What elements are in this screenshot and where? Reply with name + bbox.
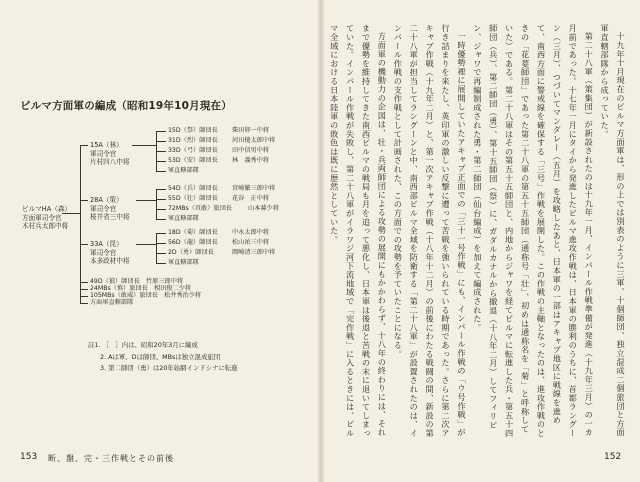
army-name: 33A（昆） <box>90 240 123 248</box>
paragraph: 一時優勢裡に展開していたアキャブ正面での「三十一号作戦」にも、インパール作戦の「ウ号作戦」が行き詰まりを来たし、英印軍の激しい反撃に遭って苦戦を強いられている時期であった。さらに第二次アキャブ作戦（十九年二月）と、第一次アキャブ作戦（十八年十二月）の前後にわたる戦闘の間、新設の第二十八軍が担当してラングーンと中、南西部ビルマ全域を防衛する「第二十八軍」が設置されたのは、インパール作戦の支作戦として計画された、この方面での攻勢を予ていたことになる。 <box>393 24 467 438</box>
branch-28a <box>80 200 88 201</box>
tick <box>156 141 166 142</box>
unit-row <box>168 215 199 223</box>
page-number-left: 153 <box>20 452 38 462</box>
unit-commander: 柴田卯一中将 <box>232 127 270 134</box>
unit-label: 2D（勇）師団長 <box>168 249 214 256</box>
unit-label: 72MBs（頁敢）旅団長 <box>168 205 232 212</box>
direct-unit: 105MBs（敢威）旅団長 松井秀治少将 <box>90 292 202 299</box>
unit-row <box>168 259 199 267</box>
tick <box>80 296 88 297</box>
army-28a-connector <box>136 200 156 201</box>
direct-unit: 24MBs（慎）旅団長 相田俊二少将 <box>90 285 192 292</box>
paragraph: 第二十八軍（策集団）が新設されたのは十九年一月、インパール作戦準備が発進（十九年三月）の一カ月前であった。十七年一月にタイから発進したビルマ進攻作戦は、日本軍の勝利のうちに、首都ラングーン（三月）、つづいてマンダレー（五月）を攻略したあと、日本軍の一部はアキャブ地区に戦線を進めて、南西方面に警戒線を確保する「三号」作戦を展開した。この作戦の主軸となったのは、進攻作戦のときの「花菱師団」であった第二十八軍の第五十五師団（通称号「壮」、初めは通称名を「菊」と呼称していた）である。第二十八軍はその第五十五師団と、内地からジャワを経てビルマに転進した兵・第五十四師団（兵）、第二師団（勇）、第十五師団（祭）に、ガダルカナルから撤退（十八年二月）してフィリピン、ジャワで再編制成された勇・第二師団（仙台編成）を加えて編成された。 <box>472 24 595 438</box>
unit-label: 31D（烈）師団長 <box>168 137 218 144</box>
paragraph: 十九年十月現在のビルマ方面軍は、形の上では別表のように三軍、十個師団、独立混成二個旅団と方面軍直轄部隊から成っていた。 <box>600 24 626 437</box>
tick <box>156 131 166 132</box>
unit-label: 55D（壮）師団長 <box>168 195 218 202</box>
army-33a-bracket <box>156 233 157 263</box>
tick <box>156 199 166 200</box>
unit-label: 軍直轄部隊 <box>168 167 199 174</box>
tick <box>156 243 166 244</box>
army-title: 軍司令官 <box>90 149 117 158</box>
army-name: 28A（策） <box>90 196 123 204</box>
tick <box>156 151 166 152</box>
unit-label: 軍直轄部隊 <box>168 259 199 266</box>
unit-row <box>168 205 279 213</box>
root-title: 方面軍司令官 <box>22 213 62 222</box>
unit-commander: 山本募少将 <box>248 205 279 212</box>
direct-unit: 49D（狼）師団長 竹原三郎中将 <box>90 278 184 285</box>
unit-row <box>168 147 270 155</box>
unit-label: 軍直轄部隊 <box>168 215 199 222</box>
tick <box>156 263 166 264</box>
army-33a-connector <box>136 244 156 245</box>
unit-row <box>168 239 270 247</box>
unit-row <box>168 137 276 145</box>
unit-row <box>168 195 270 203</box>
unit-label: 15D（祭）師団長 <box>168 127 218 134</box>
branch-15a <box>80 145 88 146</box>
tick <box>156 161 166 162</box>
unit-row <box>168 157 270 165</box>
root-node <box>22 205 71 231</box>
note: 註1. ［ ］内は、昭和20年3月に編成 <box>88 341 198 349</box>
tick <box>156 253 166 254</box>
unit-row <box>168 229 270 237</box>
tick <box>80 282 88 283</box>
unit-row <box>168 249 276 257</box>
unit-label: 54D（兵）師団長 <box>168 185 218 192</box>
tick <box>156 209 166 210</box>
unit-commander: 宮崎繁三郎中将 <box>232 185 276 192</box>
army-commander: 桜井省三中将 <box>90 213 130 222</box>
tick <box>156 219 166 220</box>
tick <box>80 289 88 290</box>
chart-title: ビルマ方面軍の編成（昭和19年10月現在） <box>20 100 232 112</box>
tick <box>156 171 166 172</box>
army-15a-connector <box>132 145 156 146</box>
unit-label: 56D（龍）師団長 <box>168 239 218 246</box>
direct-unit: 方面軍直轄部隊 <box>90 299 134 306</box>
tick <box>156 189 166 190</box>
tick <box>156 233 166 234</box>
unit-commander: 岡崎清三郎中将 <box>232 249 276 256</box>
page-number-right: 152 <box>604 452 622 462</box>
army-name: 15A（林） <box>90 141 123 149</box>
unit-commander: 林 義秀中将 <box>232 157 270 164</box>
unit-label: 18D（菊）師団長 <box>168 229 218 236</box>
chart-notes <box>88 340 316 375</box>
trunk-connector <box>62 213 80 214</box>
unit-commander: 中永太郎中将 <box>232 229 270 236</box>
unit-commander: 田中信男中将 <box>232 147 270 154</box>
army-commander: 本多政材中将 <box>90 257 130 266</box>
unit-label: 53D（安）師団長 <box>168 157 218 164</box>
army-33a-node <box>90 240 130 266</box>
unit-label: 33D（弓）師団長 <box>168 147 218 154</box>
army-title: 軍司令官 <box>90 248 117 257</box>
unit-commander: 河田槌太郎中将 <box>232 137 276 144</box>
unit-row <box>168 167 199 175</box>
army-28a-bracket <box>156 189 157 219</box>
army-title: 軍司令官 <box>90 204 117 213</box>
root-commander: 木村兵太郎中将 <box>22 222 69 231</box>
running-head: 断、盤、完・三作戦とその前後 <box>48 454 174 463</box>
unit-commander: 松山祐三中将 <box>232 239 270 246</box>
root-name: ビルマHA（森） <box>22 205 72 213</box>
tick <box>80 303 88 304</box>
paragraph: 方面軍の機動力の企図は、壮・兵両師団による攻勢の展開にもかかわらず、十八年の終わりには、それまで優勢を維持してきた南西ビルマの戦局も月を追って悪化し、日本軍は後退と苦戦の末に退いてしまっていた。インパール作戦が失敗し、第二十八軍がイラワジ河下流地域で「完作戦」に入るときには、ビルマ全域における日本陸軍の敗色は既に歴然としていた。 <box>330 24 388 438</box>
unit-row <box>168 185 276 193</box>
note: 3. 第二師団（勇）は20年始網インドシナに転進 <box>100 364 238 372</box>
army-commander: 片村四八中将 <box>90 158 130 167</box>
army-15a-node <box>90 141 130 167</box>
branch-33a <box>80 244 88 245</box>
note: 2. Aは軍、Dは師団、MBsは独立混成旅団 <box>100 352 221 361</box>
unit-commander: 花谷 正中将 <box>232 195 270 202</box>
main-trunk <box>80 145 81 303</box>
book-gutter <box>318 0 324 482</box>
army-28a-node <box>90 196 130 222</box>
body-text <box>330 24 628 442</box>
unit-row <box>168 127 270 135</box>
